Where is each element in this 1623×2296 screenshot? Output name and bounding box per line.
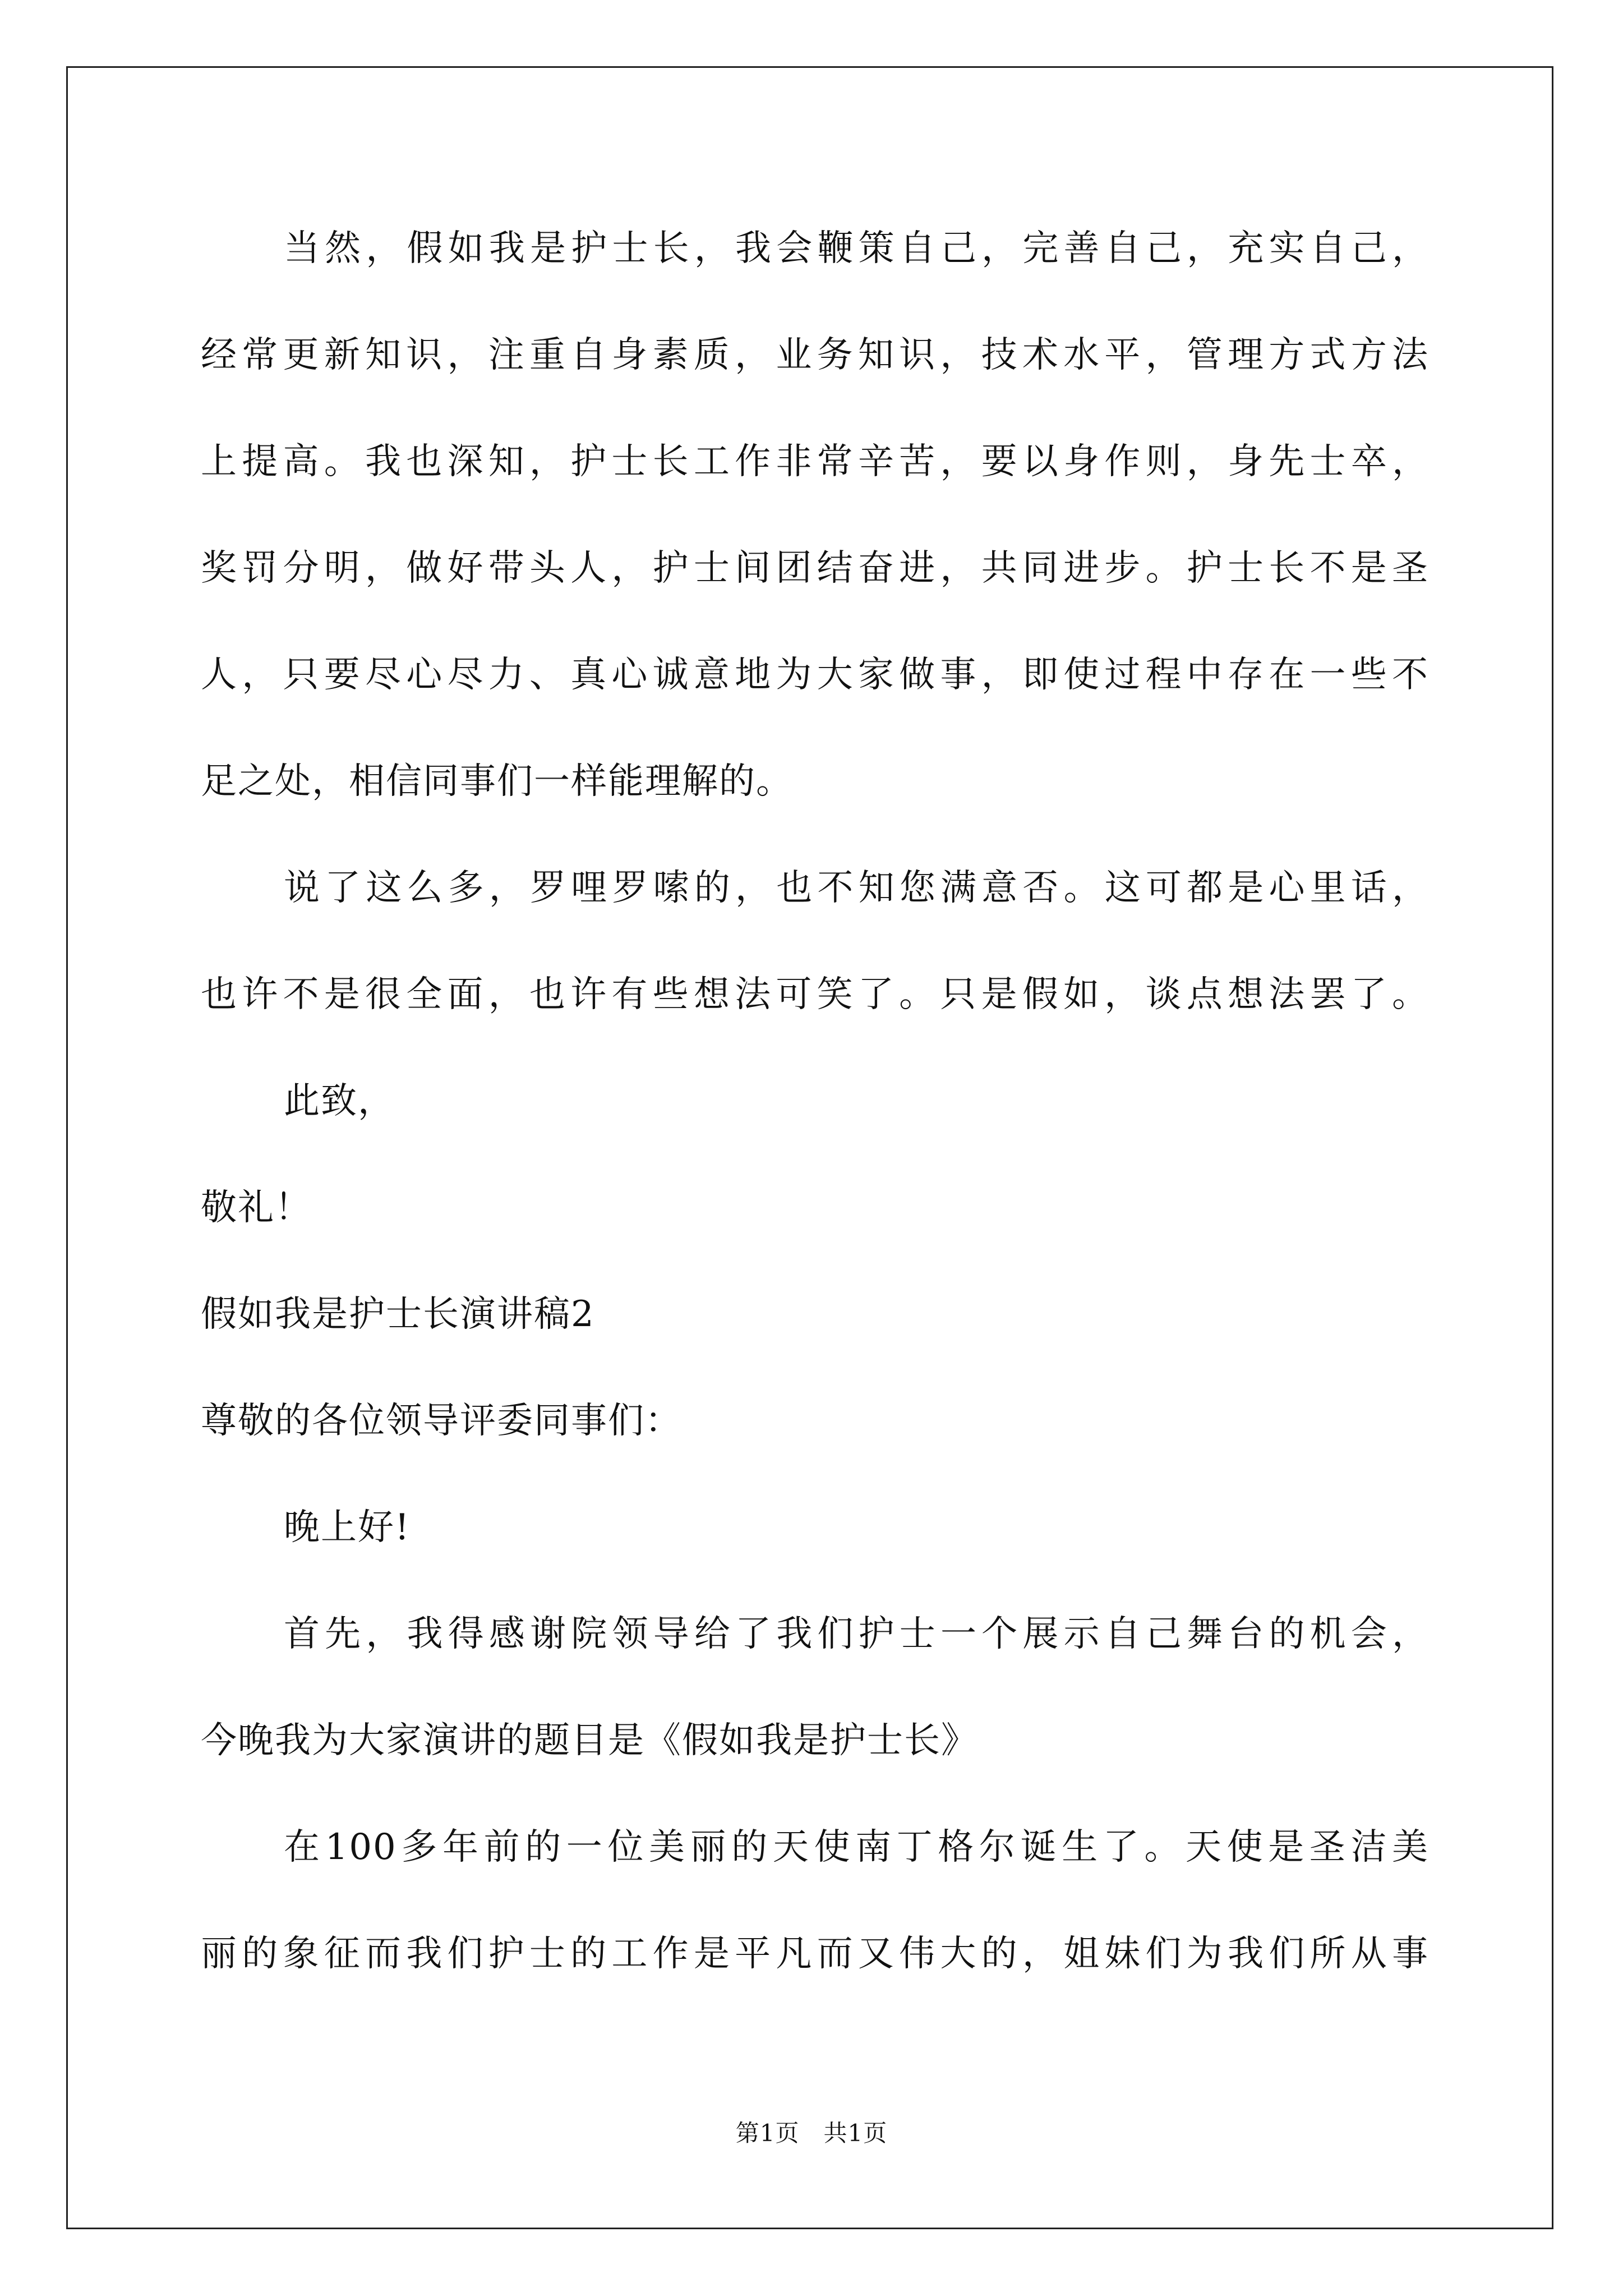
closing-salutation: 此致，	[284, 1080, 395, 1122]
section-title: 假如我是护士长演讲稿2	[201, 1294, 595, 1335]
paragraph-line: 足之处，相信同事们一样能理解的。	[201, 761, 793, 802]
paragraph-line: 在100多年前的一位美丽的天使南丁格尔诞生了。天使是圣洁美	[284, 1826, 1429, 1868]
paragraph-line: 人，只要尽心尽力、真心诚意地为大家做事，即使过程中存在一些不	[201, 654, 1429, 696]
paragraph-line: 经常更新知识，注重自身素质，业务知识，技术水平，管理方式方法	[201, 334, 1429, 376]
page-footer: 第1页 共1页	[735, 2119, 888, 2147]
paragraph-line: 今晚我为大家演讲的题目是《假如我是护士长》	[201, 1720, 978, 1761]
closing-respect: 敬礼！	[201, 1187, 312, 1228]
page-frame	[66, 66, 1553, 2229]
paragraph-line: 丽的象征而我们护士的工作是平凡而又伟大的，姐妹们为我们所从事	[201, 1933, 1429, 1975]
greeting-evening: 晚上好!	[284, 1507, 411, 1548]
paragraph-line: 上提高。我也深知，护士长工作非常辛苦，要以身作则，身先士卒，	[201, 441, 1429, 482]
paragraph-line: 奖罚分明，做好带头人，护士间团结奋进，共同进步。护士长不是圣	[201, 547, 1429, 589]
paragraph-line: 首先，我得感谢院领导给了我们护士一个展示自己舞台的机会，	[284, 1613, 1429, 1655]
paragraph-line: 也许不是很全面，也许有些想法可笑了。只是假如，谈点想法罢了。	[201, 974, 1429, 1015]
paragraph-line: 当然，假如我是护士长，我会鞭策自己，完善自己，充实自己，	[284, 228, 1429, 269]
greeting-line: 尊敬的各位领导评委同事们：	[201, 1400, 682, 1442]
paragraph-line: 说了这么多，罗哩罗嗦的，也不知您满意否。这可都是心里话，	[284, 867, 1429, 909]
